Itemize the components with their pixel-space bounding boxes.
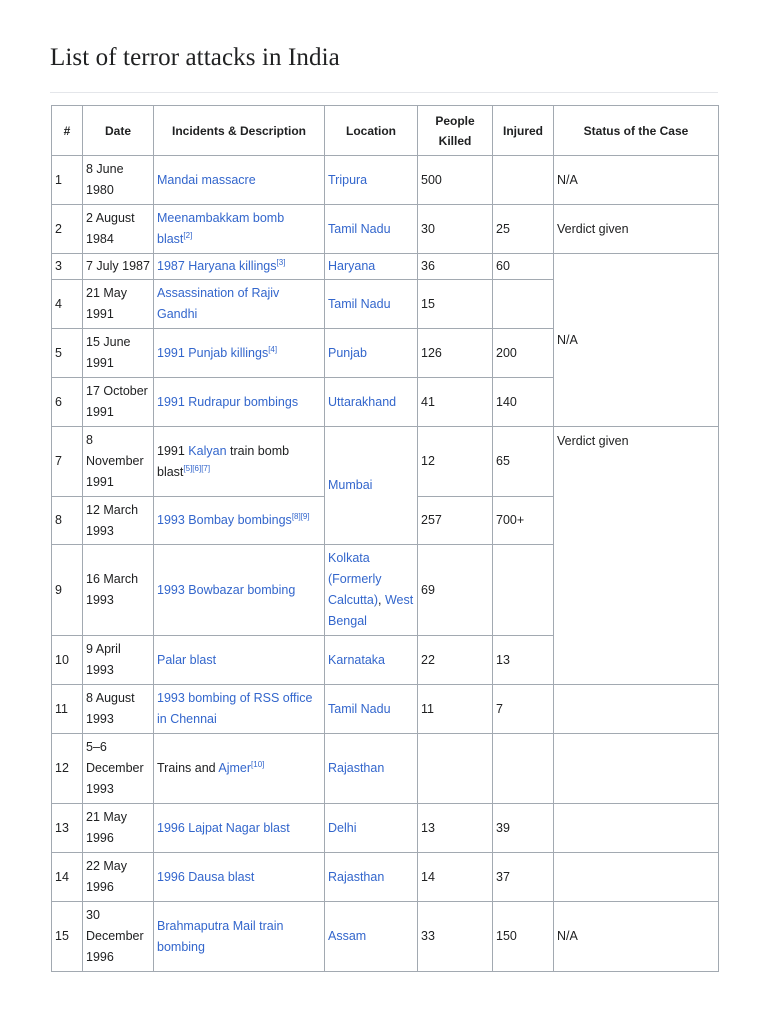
header-status: Status of the Case	[554, 106, 719, 156]
row-incident	[154, 545, 325, 636]
row-incident	[154, 378, 325, 427]
row-killed	[418, 734, 493, 804]
location-link[interactable]: Uttarakhand	[328, 394, 397, 409]
row-location	[325, 734, 418, 804]
row-date: 15 June 1991	[83, 329, 154, 378]
row-injured	[493, 734, 554, 804]
page-title: List of terror attacks in India	[50, 44, 340, 71]
citation-ref[interactable]: [2]	[183, 230, 193, 240]
row-number: 9	[52, 545, 83, 636]
location-link[interactable]: Rajasthan	[328, 869, 385, 884]
row-location	[325, 378, 418, 427]
row-date: 5–6 December 1993	[83, 734, 154, 804]
incident-text: 1991	[157, 443, 185, 458]
table-row	[52, 804, 719, 853]
row-location	[325, 902, 418, 972]
row-number: 11	[52, 685, 83, 734]
row-incident	[154, 497, 325, 545]
header-location: Location	[325, 106, 418, 156]
incident-text: train bomb blast	[157, 443, 290, 479]
row-injured: 37	[493, 853, 554, 902]
table-row	[52, 156, 719, 205]
row-killed: 500	[418, 156, 493, 205]
location-link[interactable]: Karnataka	[328, 652, 385, 667]
row-number: 14	[52, 853, 83, 902]
row-killed: 33	[418, 902, 493, 972]
row-number: 5	[52, 329, 83, 378]
citation-ref[interactable]: [8][9]	[291, 511, 310, 521]
table-header-row	[52, 106, 719, 156]
incident-text: Trains and	[157, 761, 216, 775]
row-incident	[154, 280, 325, 329]
row-location	[325, 205, 418, 254]
header-number: #	[52, 106, 83, 156]
row-date: 8 June 1980	[83, 156, 154, 205]
row-status: Verdict given	[554, 205, 719, 254]
table-row	[52, 734, 719, 804]
incident-link[interactable]: 1996 Lajpat Nagar blast	[157, 820, 290, 835]
incident-link[interactable]: Assassination of Rajiv Gandhi	[157, 286, 280, 321]
table-row	[52, 685, 719, 734]
row-status: N/A	[554, 156, 719, 205]
location-link[interactable]: West Bengal	[328, 593, 414, 628]
row-date: 21 May 1996	[83, 804, 154, 853]
row-incident	[154, 329, 325, 378]
row-status-merged: Verdict given	[554, 427, 719, 685]
row-number: 13	[52, 804, 83, 853]
row-location	[325, 853, 418, 902]
row-location	[325, 329, 418, 378]
row-number: 8	[52, 497, 83, 545]
row-killed: 11	[418, 685, 493, 734]
row-incident	[154, 636, 325, 685]
table-row	[52, 205, 719, 254]
row-injured: 700+	[493, 497, 554, 545]
row-injured	[493, 156, 554, 205]
location-link[interactable]: Kolkata (Formerly Calcutta)	[328, 551, 382, 607]
row-incident	[154, 156, 325, 205]
title-divider	[50, 92, 718, 93]
row-date: 22 May 1996	[83, 853, 154, 902]
row-number: 4	[52, 280, 83, 329]
row-status	[554, 853, 719, 902]
row-number: 2	[52, 205, 83, 254]
row-injured: 200	[493, 329, 554, 378]
location-link[interactable]: Tripura	[328, 172, 368, 187]
row-injured: 39	[493, 804, 554, 853]
incident-link[interactable]: 1991 Rudrapur bombings	[157, 394, 299, 409]
header-people-killed: People Killed	[418, 106, 493, 156]
table-row	[52, 427, 719, 497]
row-number: 15	[52, 902, 83, 972]
row-date: 2 August 1984	[83, 205, 154, 254]
incident-link[interactable]: 1993 Bowbazar bombing	[157, 582, 296, 597]
row-killed: 14	[418, 853, 493, 902]
row-location	[325, 545, 418, 636]
row-date: 12 March 1993	[83, 497, 154, 545]
citation-ref[interactable]: [5][6][7]	[183, 463, 211, 473]
incident-link[interactable]: Brahmaputra Mail train bombing	[157, 918, 284, 954]
row-date: 8 August 1993	[83, 685, 154, 734]
row-killed: 41	[418, 378, 493, 427]
location-link[interactable]: Tamil Nadu	[328, 221, 391, 236]
row-incident	[154, 427, 325, 497]
row-incident	[154, 804, 325, 853]
row-number: 1	[52, 156, 83, 205]
terror-attacks-table	[51, 105, 719, 972]
row-killed: 13	[418, 804, 493, 853]
location-link[interactable]: Tamil Nadu	[328, 296, 391, 311]
location-separator: ,	[378, 593, 385, 607]
row-injured: 140	[493, 378, 554, 427]
row-number: 3	[52, 254, 83, 280]
row-killed: 15	[418, 280, 493, 329]
row-injured: 65	[493, 427, 554, 497]
row-incident	[154, 734, 325, 804]
row-date: 17 October 1991	[83, 378, 154, 427]
incident-link[interactable]: Meenambakkam bomb blast	[157, 211, 285, 246]
incident-link[interactable]: 1993 bombing of RSS office in Chennai	[157, 691, 313, 726]
row-injured: 25	[493, 205, 554, 254]
row-status	[554, 804, 719, 853]
incident-link[interactable]: 1991 Punjab killings	[157, 345, 269, 360]
row-incident	[154, 254, 325, 280]
citation-ref[interactable]: [3]	[276, 257, 286, 267]
row-location	[325, 636, 418, 685]
incident-link[interactable]: 1993 Bombay bombings	[157, 513, 292, 527]
row-injured	[493, 280, 554, 329]
row-date: 9 April 1993	[83, 636, 154, 685]
row-killed: 69	[418, 545, 493, 636]
row-location	[325, 254, 418, 280]
row-location	[325, 156, 418, 205]
row-incident	[154, 853, 325, 902]
row-incident	[154, 685, 325, 734]
row-date: 7 July 1987	[83, 254, 154, 280]
incident-link[interactable]: Kalyan	[188, 443, 227, 458]
table-row	[52, 254, 719, 280]
location-link[interactable]: Delhi	[328, 820, 357, 835]
row-status	[554, 734, 719, 804]
incident-link[interactable]: 1987 Haryana killings	[157, 259, 277, 273]
row-incident	[154, 902, 325, 972]
row-injured	[493, 545, 554, 636]
row-number: 7	[52, 427, 83, 497]
row-injured: 150	[493, 902, 554, 972]
row-killed: 12	[418, 427, 493, 497]
row-date: 30 December 1996	[83, 902, 154, 972]
row-killed: 30	[418, 205, 493, 254]
citation-ref[interactable]: [4]	[268, 344, 278, 354]
row-status	[554, 685, 719, 734]
location-link[interactable]: Haryana	[328, 259, 376, 273]
row-killed: 22	[418, 636, 493, 685]
row-location	[325, 280, 418, 329]
citation-ref[interactable]: [10]	[251, 759, 265, 769]
incident-link[interactable]: Ajmer	[218, 761, 252, 775]
row-date: 21 May 1991	[83, 280, 154, 329]
header-injured: Injured	[493, 106, 554, 156]
incident-link[interactable]: 1996 Dausa blast	[157, 869, 255, 884]
row-killed: 36	[418, 254, 493, 280]
table-row	[52, 853, 719, 902]
row-location-merged	[325, 427, 418, 545]
row-killed: 126	[418, 329, 493, 378]
location-link[interactable]: Rajasthan	[328, 761, 385, 775]
location-link[interactable]: Punjab	[328, 345, 367, 360]
incident-link[interactable]: Mandai massacre	[157, 172, 256, 187]
row-date: 8 November 1991	[83, 427, 154, 497]
row-status: N/A	[554, 902, 719, 972]
row-location	[325, 804, 418, 853]
row-incident	[154, 205, 325, 254]
row-location	[325, 685, 418, 734]
location-link[interactable]: Assam	[328, 929, 367, 943]
header-date: Date	[83, 106, 154, 156]
row-status-merged: N/A	[554, 254, 719, 427]
row-number: 10	[52, 636, 83, 685]
location-link[interactable]: Tamil Nadu	[328, 701, 391, 716]
header-incidents: Incidents & Description	[154, 106, 325, 156]
row-date: 16 March 1993	[83, 545, 154, 636]
row-injured: 60	[493, 254, 554, 280]
row-injured: 7	[493, 685, 554, 734]
location-link[interactable]: Mumbai	[328, 478, 373, 492]
row-killed: 257	[418, 497, 493, 545]
incident-link[interactable]: Palar blast	[157, 652, 217, 667]
row-number: 12	[52, 734, 83, 804]
row-number: 6	[52, 378, 83, 427]
table-row	[52, 902, 719, 972]
row-injured: 13	[493, 636, 554, 685]
